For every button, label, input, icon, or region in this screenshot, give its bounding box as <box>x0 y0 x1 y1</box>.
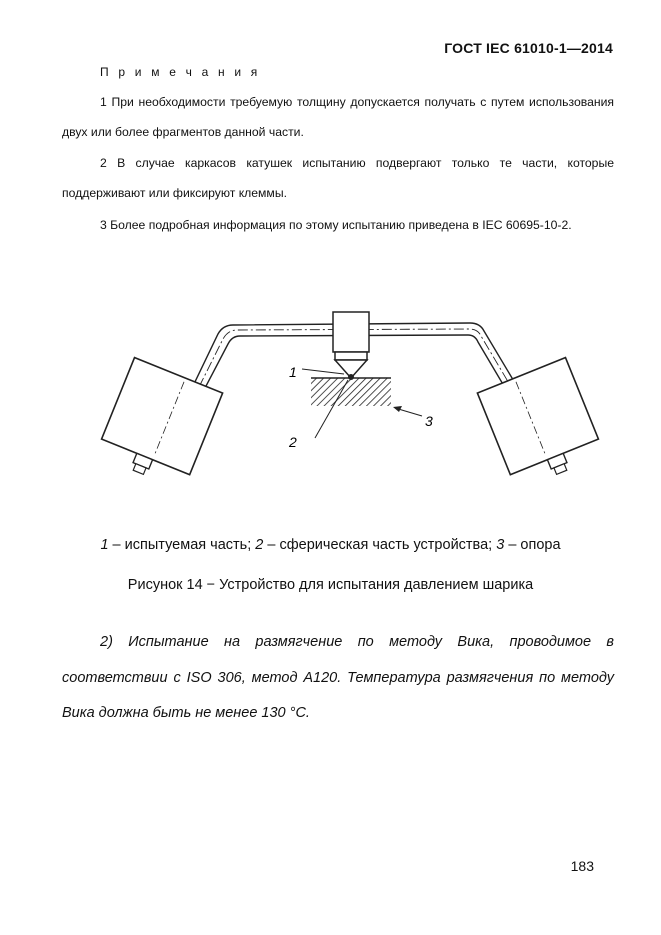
callout-3: 3 <box>425 413 433 429</box>
note-3 <box>62 210 614 240</box>
left-weight-block <box>95 358 222 491</box>
note-3-text: 3 Более подробная информация по этому испытанию приведена в IEC 60695-10-2. <box>100 218 572 232</box>
legend-num-2: 2 <box>255 537 264 553</box>
legend-num-3: 3 <box>496 537 505 553</box>
note-1-text: 1 При необходимости требуемую толщину допускается получать с путем использования двух или более фрагментов данной части. <box>62 95 614 139</box>
figure-legend <box>0 537 661 553</box>
callout-1-leader <box>302 369 344 374</box>
figure-caption: Рисунок 14 − Устройство для испытания давлением шарика <box>127 577 534 593</box>
callout-1: 1 <box>289 364 297 380</box>
callout-3-arrowhead <box>393 406 402 412</box>
notes-title: П р и м е ч а н и я <box>100 65 261 79</box>
note-2 <box>62 148 614 208</box>
vicat-paragraph-text: 2) Испытание на размягчение по методу Вика, проводимое в соответствии с ISO 306, метод A120. Температура размягчения по методу Вика должна быть не менее 130 °С. <box>62 634 614 721</box>
note-2-text: 2 В случае каркасов катушек испытанию подвергают только те части, которые поддерживают или фиксируют клеммы. <box>62 156 614 200</box>
ball-pressure-apparatus-figure <box>90 300 610 500</box>
test-specimen <box>311 378 391 406</box>
legend-text-3: – опора <box>504 537 561 553</box>
vicat-paragraph <box>62 625 614 732</box>
right-weight-block <box>477 358 604 491</box>
legend-text-1: – испытуемая часть; <box>108 537 256 553</box>
note-1 <box>62 87 614 147</box>
document-header: ГОСТ IEC 61010-1—2014 <box>444 40 613 56</box>
callout-2: 2 <box>289 434 297 450</box>
central-holder <box>333 312 369 378</box>
legend-num-1: 1 <box>100 537 109 553</box>
legend-text-2: – сферическая часть устройства; <box>263 537 497 553</box>
page-number: 183 <box>570 858 594 874</box>
